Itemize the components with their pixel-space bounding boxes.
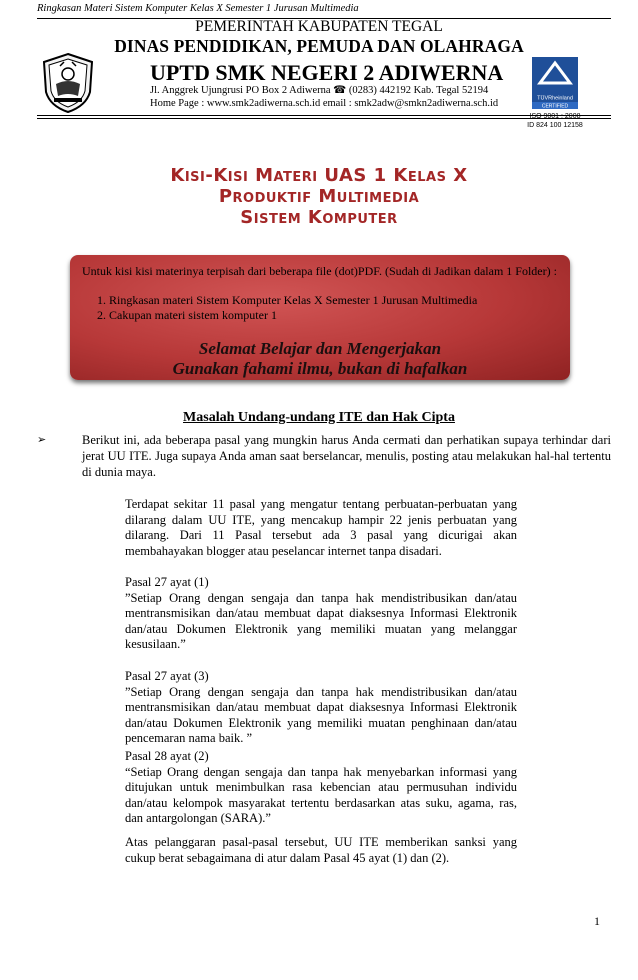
government-name: PEMERINTAH KABUPATEN TEGAL (195, 18, 443, 35)
intro-text: Berikut ini, ada beberapa pasal yang mungkin harus Anda cermati dan perhatikan supaya terhindar dari jerat UU ITE. Juga supaya Anda aman saat berselancar, menulis, posting atau melakukan hal-hal tertentu di dunia maya. (82, 433, 611, 479)
title-line-1: Kisi-Kisi Materi UAS 1 Kelas X (170, 165, 468, 186)
intro-bullet-paragraph (37, 432, 611, 480)
cert-brand-text: TÜVRheinland (537, 95, 573, 102)
school-name: UPTD SMK NEGERI 2 ADIWERNA (150, 60, 504, 85)
cert-label-text: CERTIFIED (541, 103, 569, 110)
school-contact: Home Page : www.smk2adiwerna.sch.id email : smk2adw@smkn2adiwerna.sch.id (150, 98, 499, 109)
sanctions-text: Atas pelanggaran pasal-pasal tersebut, UU ITE memberikan sanksi yang cukup berat sebagaimana di atur dalam Pasal 45 ayat (1) dan (2). (125, 835, 517, 865)
article-text: ”Setiap Orang dengan sengaja dan tanpa hak mendistribusikan dan/atau mentransmisikan dan/atau membuat dapat diaksesnya Informasi Elektronik dan/atau Dokumen Elektronik yang memiliki muatan yang melanggar kesusilaan.” (125, 590, 517, 651)
regency-emblem-icon (40, 52, 96, 114)
arrow-bullet-icon: ➢ (37, 433, 47, 446)
overview-text: Terdapat sekitar 11 pasal yang mengatur tentang perbuatan-perbuatan yang dilarang dalam UU ITE, yang mencakup hampir 22 jenis perbuatan yang dilarang. Dari 11 Pasal tersebut ada 3 pasal yang dicurigai akan membahayakan blogger atau peselancar internet tanpa disadari. (125, 497, 517, 558)
article-text: “Setiap Orang dengan sengaja dan tanpa hak menyebarkan informasi yang ditujukan untuk menimbulkan rasa kebencian atau permusuhan individu dan/atau kelompok masyarakat tertentu berdasarkan atas suku, agama, ras, dan antargolongan (SARA).” (125, 764, 517, 825)
article-27-1 (125, 575, 517, 653)
banner-file-list (97, 293, 477, 323)
banner-list-item: 1. Ringkasan materi Sistem Komputer Kelas X Semester 1 Jurusan Multimedia (97, 293, 478, 307)
paragraph-sanctions (125, 835, 517, 866)
banner-text: Untuk kisi kisi materinya terpisah dari beberapa file (dot)PDF. (Sudah di Jadikan dalam 1 Folder) : (82, 264, 557, 278)
department-name: DINAS PENDIDIKAN, PEMUDA DAN OLAHRAGA (114, 36, 524, 56)
cert-id-text: ID 824 100 12158 (527, 122, 583, 129)
title-line-2: Produktif Multimedia (218, 186, 420, 207)
article-title: Pasal 27 ayat (1) (125, 575, 209, 589)
section-heading: Masalah Undang-undang ITE dan Hak Cipta (183, 410, 455, 425)
article-text: ”Setiap Orang dengan sengaja dan tanpa hak mendistribusikan dan/atau mentransmisikan dan/atau membuat dapat diaksesnya Informasi Elektronik dan/atau Dokumen Elektronik yang memiliki muatan penghinaan dan/atau pencemaran nama baik. ” (125, 684, 517, 745)
article-27-3 (125, 669, 517, 747)
banner-quote-line-1: Selamat Belajar dan Mengerjakan (198, 339, 442, 358)
banner-list-item: 2. Cakupan materi sistem komputer 1 (97, 308, 277, 322)
page-number: 1 (594, 914, 600, 928)
article-title: Pasal 28 ayat (2) (125, 749, 209, 763)
document-title (0, 165, 638, 228)
letterhead-divider-thin (37, 118, 611, 119)
article-28-2 (125, 749, 517, 827)
paragraph-overview (125, 497, 517, 559)
cert-iso-text: ISO 9001 : 2008 (529, 113, 581, 120)
title-line-3: Sistem Komputer (240, 207, 398, 228)
banner-quote-line-2: Gunakan fahami ilmu, bukan di hafalkan (172, 359, 468, 378)
running-header: Ringkasan Materi Sistem Komputer Kelas X Semester 1 Jurusan Multimedia (37, 3, 359, 14)
letterhead-divider-thick (37, 115, 611, 116)
school-address: Jl. Anggrek Ujungrusi PO Box 2 Adiwerna ☎ (0283) 442192 Kab. Tegal 52194 (150, 85, 489, 96)
article-title: Pasal 27 ayat (3) (125, 669, 209, 683)
